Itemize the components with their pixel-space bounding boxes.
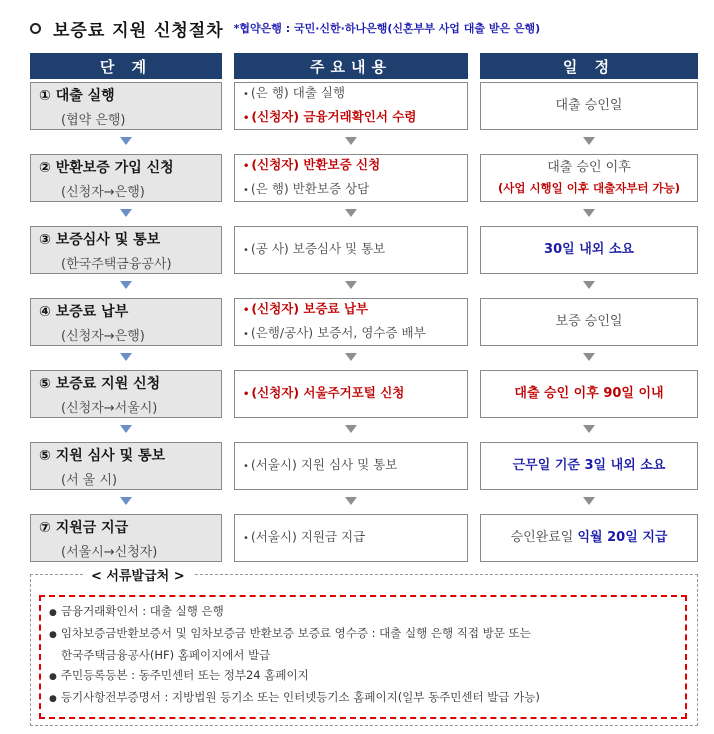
content-text: (신청자) 금융거래확인서 수령 <box>251 109 417 124</box>
content-box <box>234 82 468 130</box>
schedule-main: 대출 승인 이후 <box>547 160 631 175</box>
stage-subtitle: (신청자→은행) <box>61 328 145 344</box>
content-item <box>243 106 467 130</box>
bullet-dot-icon: ● <box>49 672 57 682</box>
schedule-text <box>547 158 631 178</box>
document-item-continued: 한국주택금융공사(HF) 홈페이지에서 발급 <box>61 648 271 662</box>
stage-box <box>30 514 222 562</box>
content-text: (은행/공사) 보증서, 영수증 배부 <box>250 325 426 340</box>
bullet-dot-icon: ● <box>49 608 57 618</box>
schedule-box <box>480 514 698 562</box>
stage-box <box>30 154 222 202</box>
document-item <box>49 623 677 645</box>
down-arrow-icon <box>583 353 595 361</box>
schedule-text <box>544 240 634 260</box>
schedule-text <box>556 96 623 116</box>
document-item <box>49 665 677 687</box>
bullet-dot-icon: • <box>243 89 249 100</box>
content-item <box>243 382 467 406</box>
bullet-dot-icon: • <box>243 245 249 256</box>
content-text: (공 사) 보증심사 및 통보 <box>250 241 386 256</box>
content-text: (은 행) 대출 실행 <box>250 85 346 100</box>
documents-section <box>30 569 698 726</box>
schedule-box <box>480 226 698 274</box>
down-arrow-icon <box>120 281 132 289</box>
schedule-text <box>511 528 668 548</box>
bullet-dot-icon: • <box>243 329 249 340</box>
content-item <box>243 178 467 202</box>
down-arrow-icon <box>120 425 132 433</box>
schedule-box <box>480 442 698 490</box>
header-content: 주요내용 <box>234 53 468 79</box>
document-text: 임차보증금반환보증서 및 임차보증금 반환보증 보증료 영수증 : 대출 실행 은행 직접 방문 또는 <box>60 626 531 640</box>
header-schedule: 일 정 <box>480 53 698 79</box>
bullet-dot-icon: • <box>243 389 250 400</box>
stage-subtitle: (협약 은행) <box>61 112 126 128</box>
stage-subtitle: (신청자→은행) <box>61 184 145 200</box>
content-item <box>243 154 467 178</box>
circle-bullet-icon <box>30 23 41 34</box>
stage-box <box>30 298 222 346</box>
down-arrow-icon <box>583 209 595 217</box>
documents-list <box>39 595 687 719</box>
schedule-box <box>480 298 698 346</box>
document-item <box>49 687 677 709</box>
bullet-dot-icon: • <box>243 461 249 472</box>
down-arrow-icon <box>345 281 357 289</box>
content-item <box>243 322 467 346</box>
down-arrow-icon <box>120 209 132 217</box>
down-arrow-icon <box>120 497 132 505</box>
stage-box <box>30 370 222 418</box>
schedule-box <box>480 370 698 418</box>
content-text: (신청자) 반환보증 신청 <box>251 157 381 172</box>
schedule-text <box>498 178 680 198</box>
down-arrow-icon <box>583 497 595 505</box>
schedule-main: 대출 승인일 <box>555 98 623 113</box>
schedule-main: (사업 시행일 이후 대출자부터 가능) <box>497 181 681 195</box>
header-stage: 단 계 <box>30 53 222 79</box>
bullet-dot-icon: • <box>243 113 250 124</box>
stage-title: ⑤ 보증료 지원 신청 <box>39 375 161 392</box>
documents-title: < 서류발급처 > <box>83 565 193 584</box>
bullet-dot-icon: • <box>243 533 249 544</box>
down-arrow-icon <box>345 353 357 361</box>
document-text: 금융거래확인서 : 대출 실행 은행 <box>60 604 224 618</box>
stage-title: ④ 보증료 납부 <box>39 303 129 320</box>
stage-subtitle: (신청자→서울시) <box>61 400 158 416</box>
schedule-box <box>480 154 698 202</box>
content-box <box>234 370 468 418</box>
partner-bank-note: *협약은행 : 국민·신한·하나은행(신혼부부 사업 대출 받은 은행) <box>233 22 541 35</box>
document-item <box>49 601 677 623</box>
bullet-dot-icon: ● <box>49 630 57 640</box>
content-item <box>243 454 467 478</box>
content-item <box>243 238 467 262</box>
page-title: 보증료 지원 신청절차 <box>53 20 224 41</box>
schedule-box <box>480 82 698 130</box>
down-arrow-icon <box>345 425 357 433</box>
stage-box <box>30 226 222 274</box>
content-item <box>243 298 467 322</box>
stage-title: ⑦ 지원금 지급 <box>39 519 129 536</box>
content-box <box>234 154 468 202</box>
schedule-emphasis: 익월 20일 지급 <box>577 530 668 545</box>
content-box <box>234 226 468 274</box>
down-arrow-icon <box>345 137 357 145</box>
content-text: (서울시) 지원 심사 및 통보 <box>250 457 398 472</box>
stage-subtitle: (서울시→신청자) <box>61 544 158 560</box>
bullet-dot-icon: • <box>243 185 249 196</box>
down-arrow-icon <box>583 425 595 433</box>
down-arrow-icon <box>345 497 357 505</box>
schedule-text <box>556 312 623 332</box>
content-text: (신청자) 서울주거포털 신청 <box>251 385 405 400</box>
stage-box <box>30 442 222 490</box>
stage-title: ⑤ 지원 심사 및 통보 <box>39 447 166 464</box>
content-text: (은 행) 반환보증 상담 <box>250 181 370 196</box>
down-arrow-icon <box>120 353 132 361</box>
schedule-text <box>513 456 666 476</box>
content-box <box>234 442 468 490</box>
content-box <box>234 298 468 346</box>
stage-box <box>30 82 222 130</box>
bullet-dot-icon: ● <box>49 694 57 704</box>
down-arrow-icon <box>120 137 132 145</box>
schedule-main: 근무일 기준 3일 내외 소요 <box>512 458 666 473</box>
bullet-dot-icon: • <box>243 161 250 172</box>
stage-subtitle: (서 울 시) <box>61 472 118 488</box>
document-text: 주민등록등본 : 동주민센터 또는 정부24 홈페이지 <box>60 668 309 682</box>
bullet-dot-icon: • <box>243 305 250 316</box>
content-box <box>234 514 468 562</box>
down-arrow-icon <box>583 137 595 145</box>
content-text: (신청자) 보증료 납부 <box>251 301 369 316</box>
down-arrow-icon <box>583 281 595 289</box>
content-item <box>243 526 467 550</box>
content-item <box>243 82 467 106</box>
schedule-main: 승인완료일 <box>510 530 578 545</box>
stage-subtitle: (한국주택금융공사) <box>61 256 172 272</box>
document-text: 등기사항전부증명서 : 지방법원 등기소 또는 인터넷등기소 홈페이지(일부 동주민센터 발급 가능) <box>60 690 540 704</box>
down-arrow-icon <box>345 209 357 217</box>
content-text: (서울시) 지원금 지급 <box>250 529 366 544</box>
schedule-text <box>514 384 663 404</box>
stage-title: ③ 보증심사 및 통보 <box>39 231 161 248</box>
title-row <box>30 10 710 46</box>
schedule-main: 대출 승인 이후 90일 이내 <box>514 386 664 401</box>
schedule-main: 30일 내외 소요 <box>544 242 634 257</box>
stage-title: ② 반환보증 가입 신청 <box>39 159 174 176</box>
stage-title: ① 대출 실행 <box>39 87 115 104</box>
schedule-main: 보증 승인일 <box>555 314 623 329</box>
